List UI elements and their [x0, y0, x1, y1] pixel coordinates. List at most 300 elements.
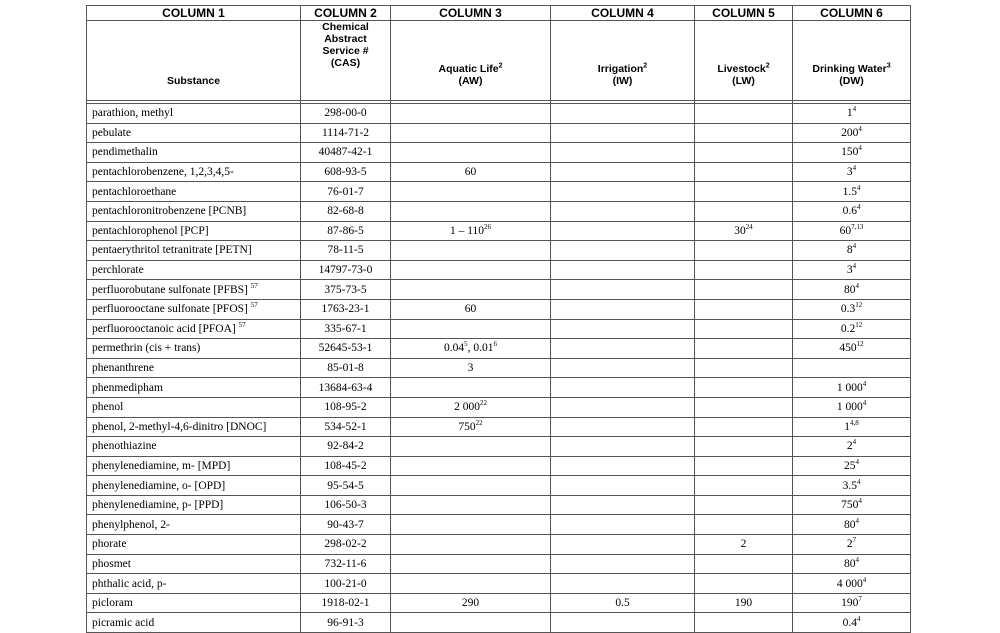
- aquatic-life-value: 290: [461, 597, 480, 610]
- cas-header-line: Chemical: [322, 21, 369, 33]
- irrigation-cell: [551, 221, 695, 241]
- substance-name: picramic acid: [92, 616, 155, 629]
- table-row: [87, 613, 911, 633]
- footnote-ref: 4: [858, 497, 862, 506]
- header-row: [87, 21, 911, 101]
- substance-cell: [87, 397, 301, 417]
- substance-cell: [87, 104, 301, 124]
- footnote-ref: 4: [862, 399, 867, 408]
- aquatic-life-cell: [391, 574, 551, 594]
- substance-header-label: Substance: [166, 75, 221, 87]
- column-number: COLUMN 4: [551, 6, 695, 21]
- footnote-ref: 2: [498, 62, 503, 70]
- irrigation-cell: 0.5: [551, 593, 695, 613]
- aquatic-life-value: 1 – 110: [449, 224, 485, 237]
- drinking-water-cell: [793, 476, 911, 496]
- substance-cell: [87, 613, 301, 633]
- footnote-ref: 4: [852, 438, 857, 447]
- livestock-cell: [695, 221, 793, 241]
- footnote-ref: 57: [250, 301, 258, 310]
- cas-cell: 100-21-0: [301, 574, 391, 594]
- drinking-water-cell: [793, 515, 911, 535]
- header-label: Aquatic Life: [438, 63, 499, 75]
- substance-cell: [87, 495, 301, 515]
- cas-cell: 375-73-5: [301, 280, 391, 300]
- livestock-cell: [695, 241, 793, 261]
- aquatic-life-cell: [391, 593, 551, 613]
- table-row: [87, 535, 911, 555]
- drinking-water-cell: [793, 162, 911, 182]
- standards-table: [86, 5, 911, 633]
- livestock-cell: [695, 437, 793, 457]
- irrigation-cell: [551, 437, 695, 457]
- drinking-water-value: 0.2: [840, 322, 856, 335]
- footnote-ref: 4: [858, 144, 862, 153]
- drinking-water-cell: [793, 123, 911, 143]
- table-row: [87, 280, 911, 300]
- footnote-ref: 4: [852, 105, 857, 114]
- irrigation-cell: [551, 417, 695, 437]
- table-row: [87, 417, 911, 437]
- drinking-water-header: [793, 21, 911, 101]
- substance-cell: [87, 201, 301, 221]
- drinking-water-value: 0.3: [840, 303, 856, 316]
- drinking-water-value: 3.5: [842, 479, 857, 492]
- drinking-water-value: 200: [841, 126, 859, 139]
- drinking-water-cell: [793, 260, 911, 280]
- irrigation-header: [551, 21, 695, 101]
- livestock-cell: [695, 515, 793, 535]
- livestock-cell: [695, 593, 793, 613]
- aquatic-life-cell: [391, 515, 551, 535]
- column-number: COLUMN 5: [695, 6, 793, 21]
- cas-cell: 76-01-7: [301, 182, 391, 202]
- substance-name: perfluorooctanoic acid [PFOA]: [92, 322, 236, 335]
- drinking-water-value: 450: [839, 342, 857, 355]
- table-row: [87, 201, 911, 221]
- aquatic-life-cell: [391, 554, 551, 574]
- table-row: [87, 456, 911, 476]
- footnote-ref: 4: [856, 477, 861, 486]
- drinking-water-cell: [793, 397, 911, 417]
- aquatic-life-cell: [391, 241, 551, 261]
- substance-name: phenol: [92, 401, 124, 414]
- header-abbr: (LW): [732, 75, 755, 87]
- livestock-value: 2: [740, 538, 747, 551]
- table-row: [87, 437, 911, 457]
- header-abbr: (AW): [458, 75, 483, 87]
- table-row: [87, 299, 911, 319]
- footnote-ref: 4: [862, 379, 867, 388]
- aquatic-life-cell: [391, 417, 551, 437]
- aquatic-life-value-2: , 0.01: [467, 342, 494, 355]
- cas-cell: 95-54-5: [301, 476, 391, 496]
- footnote-ref: 22: [479, 399, 487, 408]
- livestock-cell: [695, 417, 793, 437]
- drinking-water-value: 80: [844, 283, 856, 296]
- irrigation-cell: [551, 456, 695, 476]
- drinking-water-value: 8: [846, 244, 853, 257]
- livestock-cell: [695, 358, 793, 378]
- substance-name: phenylenediamine, o- [OPD]: [92, 479, 226, 492]
- cas-cell: 85-01-8: [301, 358, 391, 378]
- livestock-cell: [695, 123, 793, 143]
- substance-cell: [87, 143, 301, 163]
- drinking-water-cell: [793, 104, 911, 124]
- cas-cell: 82-68-8: [301, 201, 391, 221]
- aquatic-life-cell: [391, 397, 551, 417]
- footnote-ref: 4: [852, 262, 857, 271]
- irrigation-cell: [551, 339, 695, 359]
- irrigation-cell: [551, 358, 695, 378]
- substance-name: pentachloroethane: [92, 185, 177, 198]
- livestock-value: 190: [734, 597, 753, 610]
- header-label: Drinking Water: [812, 63, 887, 75]
- footnote-ref: 4: [855, 556, 859, 565]
- cas-cell: 1763-23-1: [301, 299, 391, 319]
- footnote-ref: 57: [238, 321, 246, 329]
- header-label: Livestock: [717, 63, 766, 75]
- cas-cell: 108-45-2: [301, 456, 391, 476]
- table-row: [87, 241, 911, 261]
- substance-name: phenylenediamine, p- [PPD]: [92, 499, 224, 512]
- irrigation-cell: [551, 397, 695, 417]
- table-row: [87, 104, 911, 124]
- drinking-water-value: 25: [844, 459, 856, 472]
- substance-cell: [87, 515, 301, 535]
- footnote-ref: 4: [856, 203, 861, 212]
- table-row: [87, 358, 911, 378]
- cas-cell: 92-84-2: [301, 437, 391, 457]
- aquatic-life-cell: [391, 201, 551, 221]
- table-row: [87, 593, 911, 613]
- footnote-ref: 2: [643, 62, 648, 70]
- livestock-cell: [695, 495, 793, 515]
- aquatic-life-cell: [391, 260, 551, 280]
- substance-name: pentachloronitrobenzene [PCNB]: [92, 205, 247, 218]
- substance-name: pentachlorobenzene, 1,2,3,4,5-: [92, 166, 234, 179]
- aquatic-life-cell: [391, 339, 551, 359]
- irrigation-cell: [551, 162, 695, 182]
- livestock-cell: [695, 299, 793, 319]
- drinking-water-cell: [793, 437, 911, 457]
- drinking-water-value: 1.5: [842, 185, 857, 198]
- drinking-water-cell: [793, 574, 911, 594]
- substance-cell: [87, 417, 301, 437]
- substance-name: picloram: [92, 597, 133, 610]
- drinking-water-value: 60: [839, 224, 852, 237]
- table-row: [87, 554, 911, 574]
- drinking-water-value: 0.4: [842, 616, 857, 629]
- cas-header-line: Abstract: [324, 33, 367, 45]
- irrigation-cell: [551, 299, 695, 319]
- aquatic-life-cell: [391, 535, 551, 555]
- irrigation-cell: [551, 515, 695, 535]
- column-number: COLUMN 1: [87, 6, 301, 21]
- footnote-ref: 5: [464, 340, 468, 349]
- table-row: [87, 162, 911, 182]
- livestock-cell: [695, 182, 793, 202]
- irrigation-cell: [551, 201, 695, 221]
- table-row: [87, 476, 911, 496]
- aquatic-life-cell: [391, 299, 551, 319]
- drinking-water-cell: [793, 535, 911, 555]
- aquatic-life-value: 2 000: [454, 401, 480, 414]
- cas-cell: 608-93-5: [301, 162, 391, 182]
- livestock-cell: [695, 104, 793, 124]
- substance-name: phorate: [92, 538, 127, 551]
- drinking-water-cell: [793, 201, 911, 221]
- livestock-cell: [695, 476, 793, 496]
- cas-cell: 732-11-6: [301, 554, 391, 574]
- aquatic-life-cell: [391, 456, 551, 476]
- drinking-water-value: 1: [846, 107, 853, 120]
- substance-cell: [87, 476, 301, 496]
- column-number-row: [87, 6, 911, 21]
- irrigation-cell: [551, 378, 695, 398]
- footnote-ref: 4: [852, 164, 857, 173]
- aquatic-life-value: 750: [458, 420, 476, 433]
- substance-cell: [87, 299, 301, 319]
- footnote-ref: 57: [250, 281, 258, 290]
- substance-cell: [87, 456, 301, 476]
- aquatic-life-cell: [391, 280, 551, 300]
- aquatic-life-cell: [391, 476, 551, 496]
- footnote-ref: 24: [745, 223, 753, 232]
- substance-name: phosmet: [92, 557, 131, 570]
- substance-cell: [87, 554, 301, 574]
- substance-name: phenanthrene: [92, 362, 154, 375]
- cas-cell: 108-95-2: [301, 397, 391, 417]
- cas-cell: 14797-73-0: [301, 260, 391, 280]
- livestock-cell: [695, 280, 793, 300]
- drinking-water-value: 2: [846, 440, 853, 453]
- substance-name: phenol, 2-methyl-4,6-dinitro [DNOC]: [92, 420, 267, 433]
- livestock-cell: [695, 319, 793, 339]
- livestock-cell: [695, 260, 793, 280]
- substance-name: phthalic acid, p-: [92, 577, 167, 590]
- footnote-ref: 4: [858, 125, 862, 134]
- table-row: [87, 143, 911, 163]
- footnote-ref: 7,13: [851, 223, 864, 232]
- substance-name: perfluorooctane sulfonate [PFOS]: [92, 303, 248, 316]
- drinking-water-cell: [793, 299, 911, 319]
- drinking-water-cell: [793, 358, 911, 378]
- substance-name: parathion, methyl: [92, 107, 174, 120]
- header-abbr: (DW): [839, 75, 864, 87]
- drinking-water-value: 750: [841, 499, 859, 512]
- aquatic-life-cell: [391, 182, 551, 202]
- livestock-cell: [695, 456, 793, 476]
- table-row: [87, 319, 911, 339]
- substance-name: perfluorobutane sulfonate [PFBS]: [92, 283, 248, 296]
- drinking-water-value: 1 000: [836, 381, 863, 394]
- aquatic-life-value: 60: [464, 166, 477, 179]
- substance-cell: [87, 378, 301, 398]
- cas-cell: 78-11-5: [301, 241, 391, 261]
- substance-name: pentachlorophenol [PCP]: [92, 224, 209, 237]
- column-number: COLUMN 2: [301, 6, 391, 21]
- cas-cell: 1918-02-1: [301, 593, 391, 613]
- drinking-water-value: 2: [846, 538, 853, 551]
- aquatic-life-cell: [391, 437, 551, 457]
- aquatic-life-header: [391, 21, 551, 101]
- table-row: [87, 515, 911, 535]
- table-row: [87, 260, 911, 280]
- irrigation-cell: [551, 495, 695, 515]
- drinking-water-value: 0.6: [842, 205, 857, 218]
- substance-cell: [87, 339, 301, 359]
- substance-cell: [87, 162, 301, 182]
- footnote-ref: 4: [852, 242, 857, 251]
- cas-header-line: Service #: [322, 45, 369, 57]
- cas-cell: 298-00-0: [301, 104, 391, 124]
- drinking-water-value: 80: [844, 557, 856, 570]
- irrigation-cell: [551, 319, 695, 339]
- cas-cell: 52645-53-1: [301, 339, 391, 359]
- cas-cell: 106-50-3: [301, 495, 391, 515]
- livestock-cell: [695, 535, 793, 555]
- substance-header: [87, 21, 301, 101]
- substance-name: pendimethalin: [92, 146, 158, 159]
- footnote-ref: 4: [855, 516, 859, 525]
- table-row: [87, 123, 911, 143]
- drinking-water-cell: [793, 280, 911, 300]
- drinking-water-cell: [793, 593, 911, 613]
- aquatic-life-cell: [391, 613, 551, 633]
- substance-cell: [87, 574, 301, 594]
- drinking-water-value: 3: [846, 264, 853, 277]
- substance-name: phenylphenol, 2-: [92, 518, 170, 531]
- footnote-ref: 7: [858, 595, 862, 604]
- livestock-value: 30: [734, 224, 746, 237]
- footnote-ref: 4: [856, 183, 861, 192]
- aquatic-life-cell: [391, 143, 551, 163]
- footnote-ref: 12: [855, 301, 863, 310]
- table-row: [87, 182, 911, 202]
- drinking-water-value: 4 000: [836, 577, 863, 590]
- livestock-cell: [695, 397, 793, 417]
- drinking-water-cell: [793, 319, 911, 339]
- aquatic-life-cell: [391, 319, 551, 339]
- table-row: [87, 339, 911, 359]
- livestock-header: [695, 21, 793, 101]
- substance-cell: [87, 535, 301, 555]
- header-abbr: (IW): [612, 75, 633, 87]
- substance-cell: [87, 260, 301, 280]
- cas-cell: 90-43-7: [301, 515, 391, 535]
- drinking-water-cell: [793, 417, 911, 437]
- livestock-cell: [695, 201, 793, 221]
- drinking-water-value: 1: [844, 420, 850, 433]
- drinking-water-cell: [793, 241, 911, 261]
- drinking-water-cell: [793, 221, 911, 241]
- livestock-cell: [695, 339, 793, 359]
- cas-cell: 87-86-5: [301, 221, 391, 241]
- livestock-cell: [695, 554, 793, 574]
- cas-cell: 534-52-1: [301, 417, 391, 437]
- substance-name: permethrin (cis + trans): [92, 342, 201, 355]
- aquatic-life-value: 3: [467, 362, 474, 375]
- footnote-ref: 4: [855, 281, 859, 290]
- drinking-water-value: 150: [841, 146, 859, 159]
- footnote-ref: 12: [856, 340, 864, 349]
- drinking-water-cell: [793, 378, 911, 398]
- drinking-water-cell: [793, 554, 911, 574]
- table-row: [87, 397, 911, 417]
- substance-name: phenylenediamine, m- [MPD]: [92, 459, 231, 472]
- irrigation-cell: [551, 241, 695, 261]
- irrigation-cell: [551, 554, 695, 574]
- livestock-cell: [695, 162, 793, 182]
- drinking-water-cell: [793, 613, 911, 633]
- substance-cell: [87, 358, 301, 378]
- footnote-ref: 26: [484, 223, 492, 232]
- aquatic-life-value: 0.04: [444, 342, 465, 355]
- footnote-ref: 2: [765, 62, 770, 70]
- substance-cell: [87, 221, 301, 241]
- drinking-water-cell: [793, 182, 911, 202]
- footnote-ref: 6: [493, 340, 497, 349]
- irrigation-cell: [551, 280, 695, 300]
- aquatic-life-cell: [391, 221, 551, 241]
- aquatic-life-cell: [391, 162, 551, 182]
- irrigation-cell: [551, 613, 695, 633]
- footnote-ref: 22: [475, 418, 483, 427]
- drinking-water-cell: [793, 143, 911, 163]
- substance-name: pentaerythritol tetranitrate [PETN]: [92, 244, 252, 257]
- substance-cell: [87, 280, 301, 300]
- cas-cell: 335-67-1: [301, 319, 391, 339]
- footnote-ref: 4: [856, 614, 861, 623]
- cas-cell: 1114-71-2: [301, 123, 391, 143]
- footnote-ref: 12: [855, 321, 863, 329]
- irrigation-cell: [551, 123, 695, 143]
- drinking-water-cell: [793, 339, 911, 359]
- substance-cell: [87, 182, 301, 202]
- substance-name: phenmedipham: [92, 381, 163, 394]
- substance-cell: [87, 123, 301, 143]
- drinking-water-cell: [793, 495, 911, 515]
- aquatic-life-cell: [391, 104, 551, 124]
- drinking-water-value: 190: [841, 597, 859, 610]
- cas-cell: 298-02-2: [301, 535, 391, 555]
- table-row: [87, 378, 911, 398]
- aquatic-life-cell: [391, 495, 551, 515]
- table-body: [87, 104, 911, 633]
- aquatic-life-value: 60: [464, 303, 477, 316]
- aquatic-life-cell: [391, 378, 551, 398]
- drinking-water-cell: [793, 456, 911, 476]
- substance-cell: [87, 241, 301, 261]
- drinking-water-value: 3: [846, 166, 853, 179]
- livestock-cell: [695, 143, 793, 163]
- aquatic-life-cell: [391, 123, 551, 143]
- drinking-water-value: 1 000: [836, 401, 863, 414]
- irrigation-cell: [551, 182, 695, 202]
- header-label: Irrigation: [597, 63, 644, 75]
- substance-cell: [87, 593, 301, 613]
- substance-name: pebulate: [92, 126, 131, 139]
- drinking-water-value: 80: [844, 518, 856, 531]
- irrigation-cell: [551, 143, 695, 163]
- aquatic-life-cell: [391, 358, 551, 378]
- substance-cell: [87, 319, 301, 339]
- footnote-ref: 7: [852, 536, 857, 545]
- livestock-cell: [695, 378, 793, 398]
- irrigation-cell: [551, 476, 695, 496]
- column-number: COLUMN 3: [391, 6, 551, 21]
